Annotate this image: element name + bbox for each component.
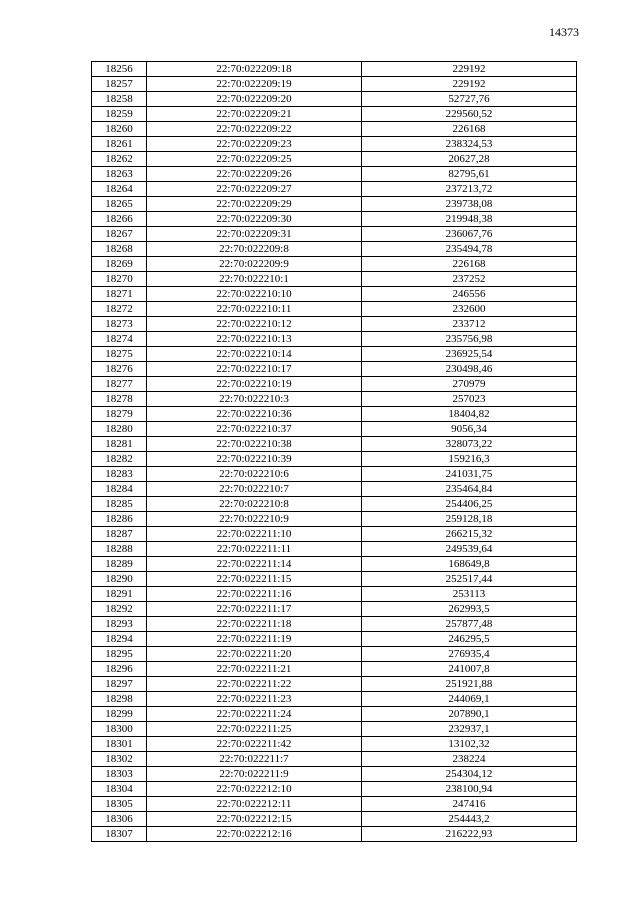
table-row: [92, 152, 577, 167]
value-cell: 246295,5: [362, 632, 577, 647]
cadastral-number-cell: 22:70:022210:38: [147, 437, 362, 452]
cadastral-number-cell: 22:70:022209:21: [147, 107, 362, 122]
row-number-cell: 18263: [92, 167, 147, 182]
value-cell: 226168: [362, 257, 577, 272]
cadastral-number-cell: 22:70:022210:17: [147, 362, 362, 377]
row-number-cell: 18296: [92, 662, 147, 677]
table-row: [92, 287, 577, 302]
cadastral-number-cell: 22:70:022209:19: [147, 77, 362, 92]
table-row: [92, 512, 577, 527]
value-cell: 82795,61: [362, 167, 577, 182]
cadastral-number-cell: 22:70:022211:16: [147, 587, 362, 602]
table-row: [92, 647, 577, 662]
row-number-cell: 18277: [92, 377, 147, 392]
cadastral-number-cell: 22:70:022210:39: [147, 452, 362, 467]
value-cell: 229192: [362, 62, 577, 77]
row-number-cell: 18305: [92, 797, 147, 812]
row-number-cell: 18290: [92, 572, 147, 587]
row-number-cell: 18257: [92, 77, 147, 92]
table-row: [92, 272, 577, 287]
table-row: [92, 242, 577, 257]
value-cell: 235756,98: [362, 332, 577, 347]
value-cell: 238224: [362, 752, 577, 767]
table-row: [92, 737, 577, 752]
cadastral-number-cell: 22:70:022211:42: [147, 737, 362, 752]
row-number-cell: 18303: [92, 767, 147, 782]
row-number-cell: 18259: [92, 107, 147, 122]
table-row: [92, 227, 577, 242]
table-row: [92, 332, 577, 347]
table-row: [92, 62, 577, 77]
row-number-cell: 18306: [92, 812, 147, 827]
value-cell: 266215,32: [362, 527, 577, 542]
cadastral-number-cell: 22:70:022211:18: [147, 617, 362, 632]
row-number-cell: 18287: [92, 527, 147, 542]
table-row: [92, 812, 577, 827]
row-number-cell: 18284: [92, 482, 147, 497]
table-row: [92, 437, 577, 452]
row-number-cell: 18264: [92, 182, 147, 197]
cadastral-number-cell: 22:70:022210:7: [147, 482, 362, 497]
cadastral-number-cell: 22:70:022209:26: [147, 167, 362, 182]
row-number-cell: 18260: [92, 122, 147, 137]
cadastral-number-cell: 22:70:022210:10: [147, 287, 362, 302]
value-cell: 262993,5: [362, 602, 577, 617]
cadastral-number-cell: 22:70:022211:21: [147, 662, 362, 677]
value-cell: 276935,4: [362, 647, 577, 662]
cadastral-number-cell: 22:70:022209:23: [147, 137, 362, 152]
value-cell: 226168: [362, 122, 577, 137]
value-cell: 247416: [362, 797, 577, 812]
value-cell: 252517,44: [362, 572, 577, 587]
table-row: [92, 662, 577, 677]
row-number-cell: 18271: [92, 287, 147, 302]
row-number-cell: 18300: [92, 722, 147, 737]
table-row: [92, 137, 577, 152]
cadastral-number-cell: 22:70:022211:22: [147, 677, 362, 692]
value-cell: 237252: [362, 272, 577, 287]
value-cell: 229560,52: [362, 107, 577, 122]
cadastral-number-cell: 22:70:022210:3: [147, 392, 362, 407]
row-number-cell: 18265: [92, 197, 147, 212]
table-row: [92, 572, 577, 587]
value-cell: 230498,46: [362, 362, 577, 377]
cadastral-number-cell: 22:70:022209:8: [147, 242, 362, 257]
value-cell: 235494,78: [362, 242, 577, 257]
row-number-cell: 18268: [92, 242, 147, 257]
value-cell: 216222,93: [362, 827, 577, 842]
table-row: [92, 317, 577, 332]
cadastral-number-cell: 22:70:022211:19: [147, 632, 362, 647]
row-number-cell: 18261: [92, 137, 147, 152]
row-number-cell: 18292: [92, 602, 147, 617]
table-row: [92, 92, 577, 107]
page-number: 14373: [549, 25, 579, 39]
value-cell: 254304,12: [362, 767, 577, 782]
table-row: [92, 347, 577, 362]
value-cell: 168649,8: [362, 557, 577, 572]
table-row: [92, 257, 577, 272]
cadastral-value-table: [91, 61, 577, 842]
value-cell: 52727,76: [362, 92, 577, 107]
table-row: [92, 707, 577, 722]
cadastral-number-cell: 22:70:022211:10: [147, 527, 362, 542]
row-number-cell: 18274: [92, 332, 147, 347]
cadastral-number-cell: 22:70:022212:11: [147, 797, 362, 812]
table-row: [92, 377, 577, 392]
table-row: [92, 782, 577, 797]
cadastral-number-cell: 22:70:022211:25: [147, 722, 362, 737]
cadastral-number-cell: 22:70:022211:15: [147, 572, 362, 587]
cadastral-number-cell: 22:70:022210:19: [147, 377, 362, 392]
row-number-cell: 18275: [92, 347, 147, 362]
value-cell: 235464,84: [362, 482, 577, 497]
cadastral-number-cell: 22:70:022210:12: [147, 317, 362, 332]
row-number-cell: 18285: [92, 497, 147, 512]
table-row: [92, 527, 577, 542]
table-row: [92, 167, 577, 182]
table-row: [92, 722, 577, 737]
row-number-cell: 18302: [92, 752, 147, 767]
value-cell: 207890,1: [362, 707, 577, 722]
table-row: [92, 212, 577, 227]
row-number-cell: 18297: [92, 677, 147, 692]
cadastral-number-cell: 22:70:022212:15: [147, 812, 362, 827]
value-cell: 238324,53: [362, 137, 577, 152]
row-number-cell: 18262: [92, 152, 147, 167]
cadastral-number-cell: 22:70:022211:17: [147, 602, 362, 617]
row-number-cell: 18286: [92, 512, 147, 527]
table-row: [92, 362, 577, 377]
table-row: [92, 392, 577, 407]
table-row: [92, 197, 577, 212]
cadastral-number-cell: 22:70:022211:24: [147, 707, 362, 722]
cadastral-number-cell: 22:70:022209:29: [147, 197, 362, 212]
cadastral-number-cell: 22:70:022209:30: [147, 212, 362, 227]
row-number-cell: 18291: [92, 587, 147, 602]
table-row: [92, 827, 577, 842]
row-number-cell: 18283: [92, 467, 147, 482]
cadastral-number-cell: 22:70:022209:18: [147, 62, 362, 77]
value-cell: 270979: [362, 377, 577, 392]
row-number-cell: 18256: [92, 62, 147, 77]
table-row: [92, 182, 577, 197]
value-cell: 253113: [362, 587, 577, 602]
value-cell: 259128,18: [362, 512, 577, 527]
table-row: [92, 557, 577, 572]
table-row: [92, 617, 577, 632]
value-cell: 232937,1: [362, 722, 577, 737]
cadastral-number-cell: 22:70:022210:36: [147, 407, 362, 422]
table-row: [92, 752, 577, 767]
cadastral-number-cell: 22:70:022212:16: [147, 827, 362, 842]
table-row: [92, 677, 577, 692]
value-cell: 241007,8: [362, 662, 577, 677]
row-number-cell: 18279: [92, 407, 147, 422]
value-cell: 236067,76: [362, 227, 577, 242]
value-cell: 249539,64: [362, 542, 577, 557]
row-number-cell: 18289: [92, 557, 147, 572]
row-number-cell: 18258: [92, 92, 147, 107]
table-row: [92, 692, 577, 707]
row-number-cell: 18304: [92, 782, 147, 797]
row-number-cell: 18299: [92, 707, 147, 722]
value-cell: 9056,34: [362, 422, 577, 437]
cadastral-number-cell: 22:70:022210:11: [147, 302, 362, 317]
table-row: [92, 767, 577, 782]
table-row: [92, 122, 577, 137]
table-row: [92, 422, 577, 437]
cadastral-number-cell: 22:70:022209:25: [147, 152, 362, 167]
value-cell: 239738,08: [362, 197, 577, 212]
row-number-cell: 18266: [92, 212, 147, 227]
cadastral-number-cell: 22:70:022211:11: [147, 542, 362, 557]
cadastral-number-cell: 22:70:022209:22: [147, 122, 362, 137]
value-cell: 237213,72: [362, 182, 577, 197]
row-number-cell: 18270: [92, 272, 147, 287]
value-cell: 238100,94: [362, 782, 577, 797]
cadastral-number-cell: 22:70:022212:10: [147, 782, 362, 797]
table-row: [92, 542, 577, 557]
row-number-cell: 18307: [92, 827, 147, 842]
row-number-cell: 18280: [92, 422, 147, 437]
row-number-cell: 18273: [92, 317, 147, 332]
table-row: [92, 482, 577, 497]
value-cell: 254443,2: [362, 812, 577, 827]
value-cell: 159216,3: [362, 452, 577, 467]
value-cell: 20627,28: [362, 152, 577, 167]
cadastral-number-cell: 22:70:022209:31: [147, 227, 362, 242]
table-row: [92, 632, 577, 647]
cadastral-number-cell: 22:70:022210:13: [147, 332, 362, 347]
table-row: [92, 452, 577, 467]
cadastral-number-cell: 22:70:022210:37: [147, 422, 362, 437]
row-number-cell: 18301: [92, 737, 147, 752]
row-number-cell: 18295: [92, 647, 147, 662]
value-cell: 241031,75: [362, 467, 577, 482]
value-cell: 246556: [362, 287, 577, 302]
cadastral-number-cell: 22:70:022211:7: [147, 752, 362, 767]
value-cell: 13102,32: [362, 737, 577, 752]
row-number-cell: 18281: [92, 437, 147, 452]
table-row: [92, 497, 577, 512]
cadastral-number-cell: 22:70:022211:14: [147, 557, 362, 572]
cadastral-number-cell: 22:70:022210:6: [147, 467, 362, 482]
table-row: [92, 77, 577, 92]
row-number-cell: 18298: [92, 692, 147, 707]
table-row: [92, 602, 577, 617]
value-cell: 257023: [362, 392, 577, 407]
table-row: [92, 302, 577, 317]
cadastral-number-cell: 22:70:022209:27: [147, 182, 362, 197]
value-cell: 254406,25: [362, 497, 577, 512]
value-cell: 251921,88: [362, 677, 577, 692]
cadastral-number-cell: 22:70:022210:14: [147, 347, 362, 362]
cadastral-number-cell: 22:70:022211:20: [147, 647, 362, 662]
value-cell: 219948,38: [362, 212, 577, 227]
cadastral-number-cell: 22:70:022210:9: [147, 512, 362, 527]
row-number-cell: 18278: [92, 392, 147, 407]
row-number-cell: 18282: [92, 452, 147, 467]
cadastral-number-cell: 22:70:022210:1: [147, 272, 362, 287]
cadastral-number-cell: 22:70:022210:8: [147, 497, 362, 512]
value-cell: 328073,22: [362, 437, 577, 452]
value-cell: 232600: [362, 302, 577, 317]
table-body: [92, 62, 577, 842]
table-row: [92, 587, 577, 602]
value-cell: 257877,48: [362, 617, 577, 632]
cadastral-number-cell: 22:70:022211:9: [147, 767, 362, 782]
row-number-cell: 18269: [92, 257, 147, 272]
value-cell: 229192: [362, 77, 577, 92]
value-cell: 18404,82: [362, 407, 577, 422]
cadastral-number-cell: 22:70:022209:9: [147, 257, 362, 272]
value-cell: 244069,1: [362, 692, 577, 707]
row-number-cell: 18267: [92, 227, 147, 242]
cadastral-number-cell: 22:70:022209:20: [147, 92, 362, 107]
row-number-cell: 18272: [92, 302, 147, 317]
row-number-cell: 18293: [92, 617, 147, 632]
row-number-cell: 18294: [92, 632, 147, 647]
table-row: [92, 407, 577, 422]
value-cell: 233712: [362, 317, 577, 332]
value-cell: 236925,54: [362, 347, 577, 362]
table-row: [92, 107, 577, 122]
row-number-cell: 18276: [92, 362, 147, 377]
row-number-cell: 18288: [92, 542, 147, 557]
cadastral-number-cell: 22:70:022211:23: [147, 692, 362, 707]
table-row: [92, 467, 577, 482]
table-row: [92, 797, 577, 812]
